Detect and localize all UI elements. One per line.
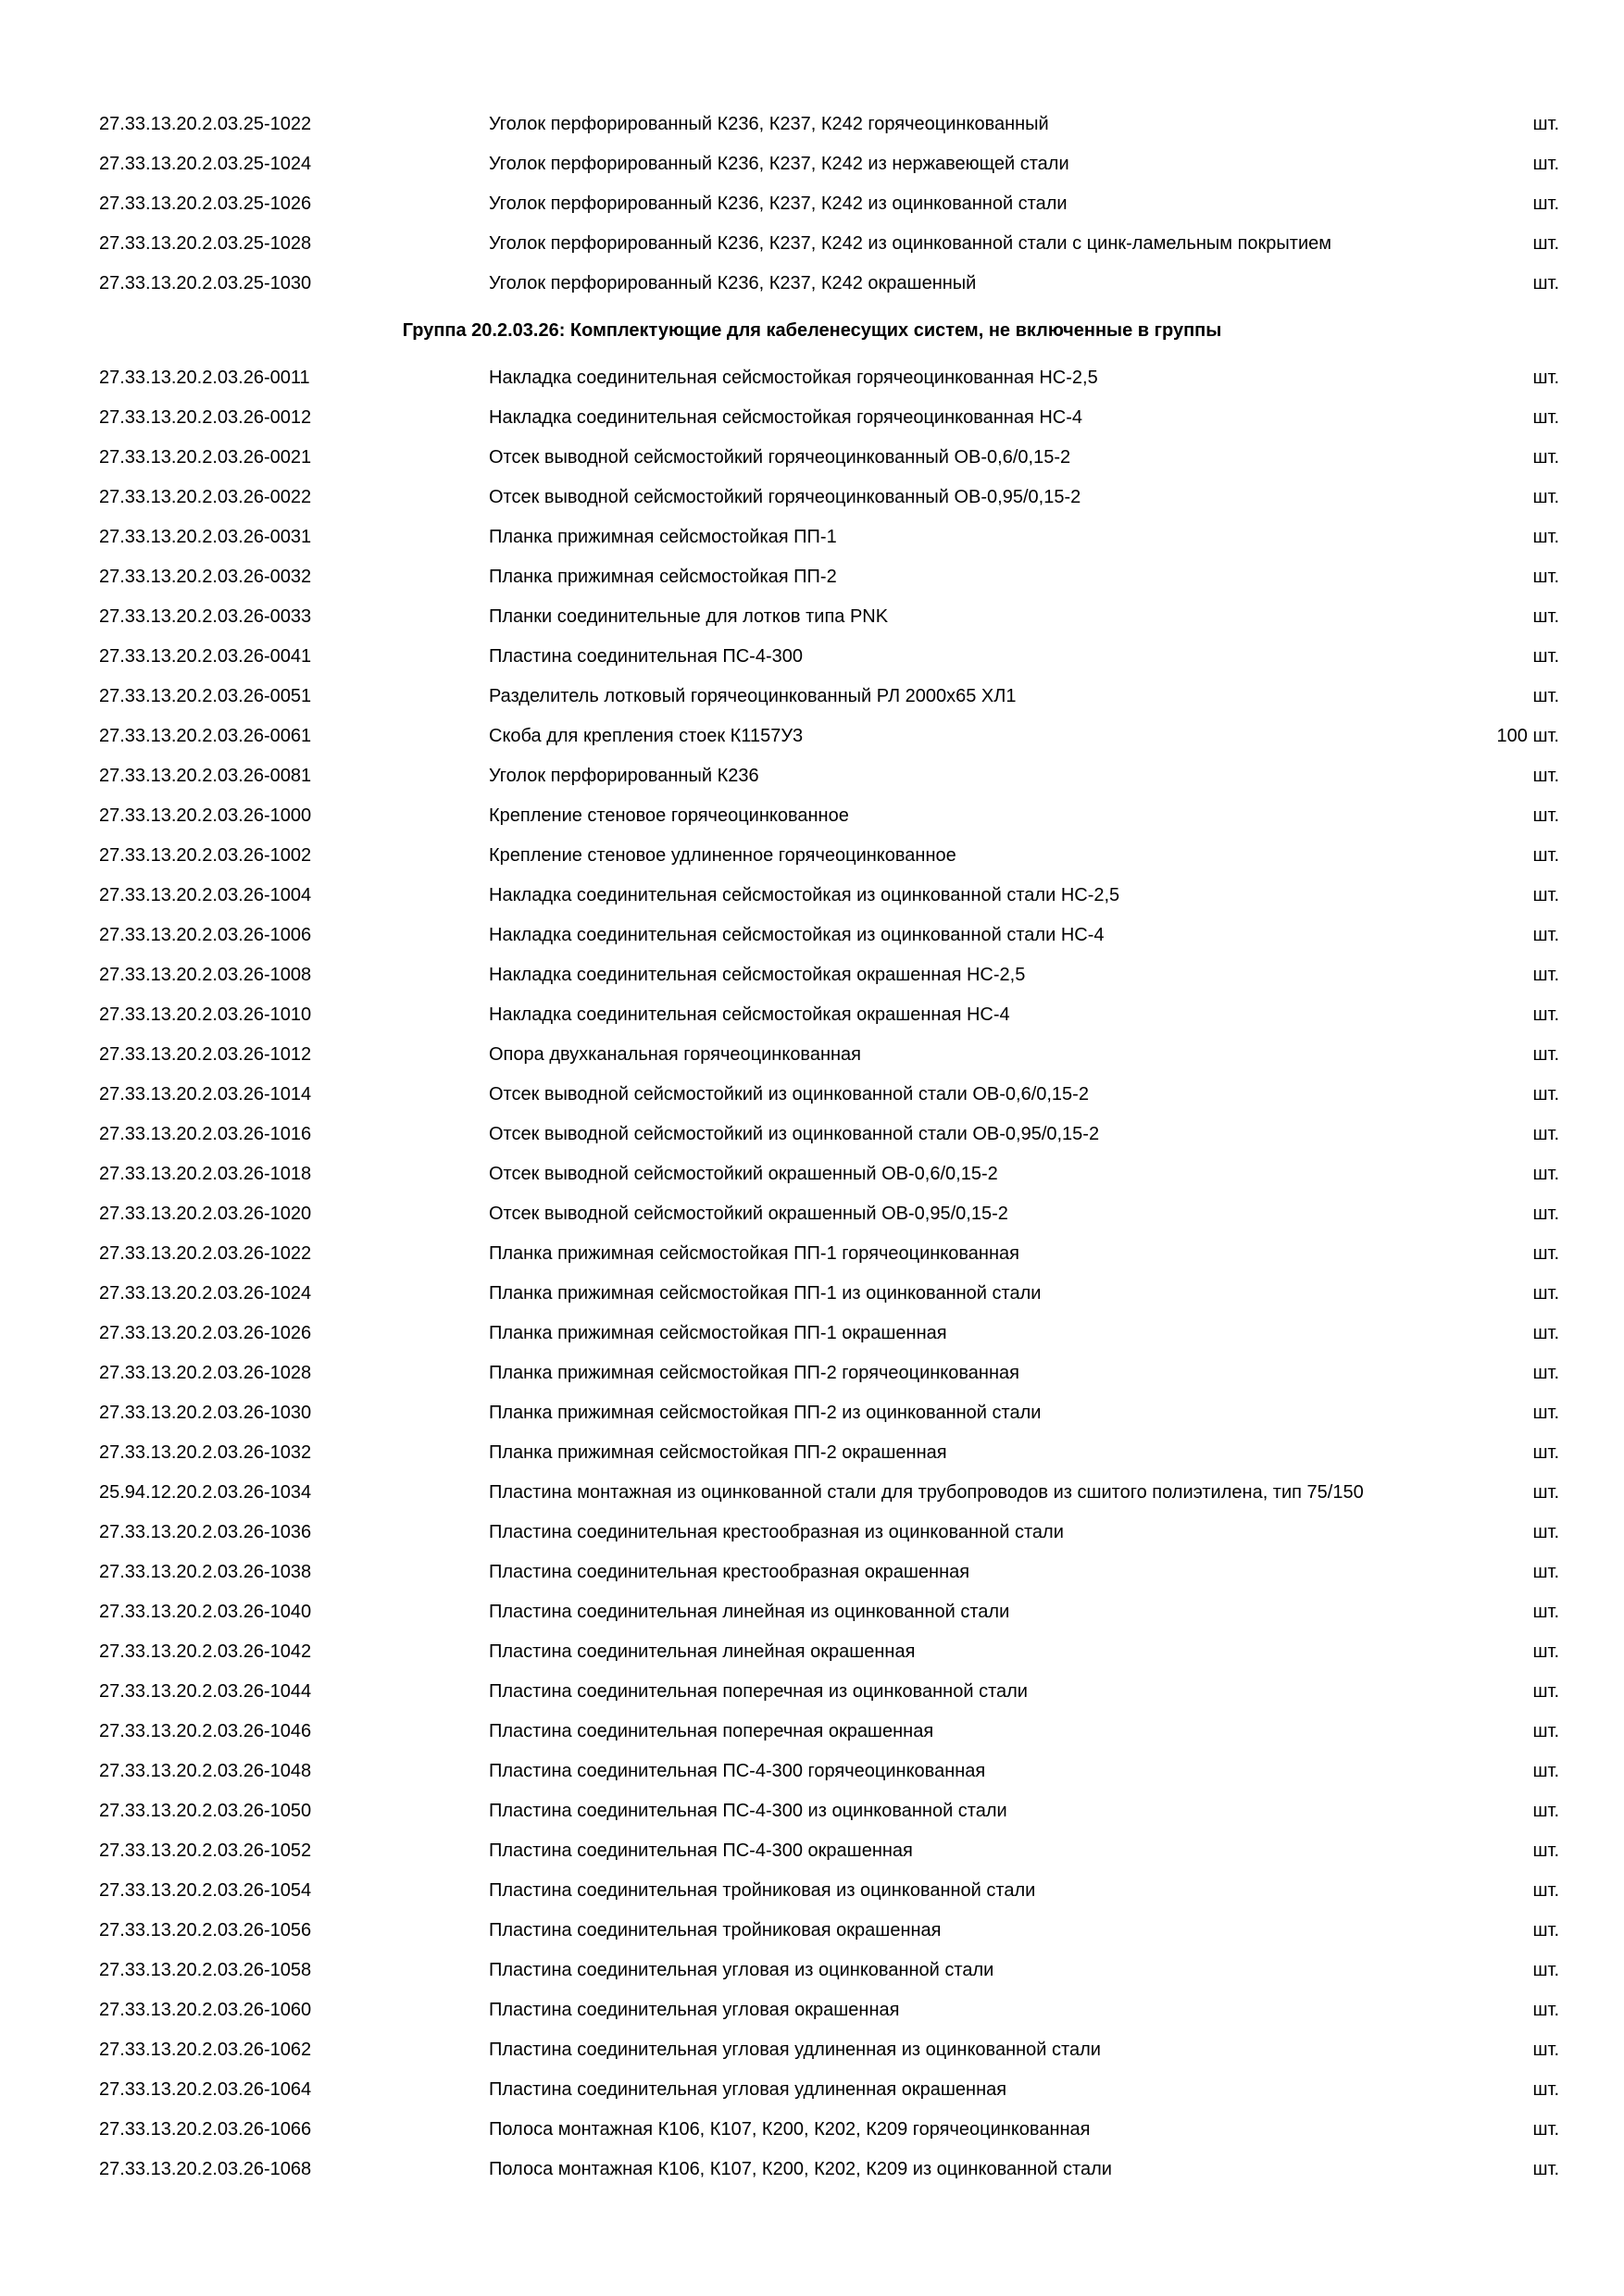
item-unit: шт. — [1532, 447, 1559, 468]
item-unit: шт. — [1532, 1960, 1559, 1980]
table-row — [0, 1831, 1624, 1871]
item-code: 27.33.13.20.2.03.26-0011 — [99, 368, 310, 388]
table-row — [0, 597, 1624, 637]
item-code: 27.33.13.20.2.03.26-1042 — [99, 1641, 312, 1662]
item-unit: шт. — [1532, 686, 1559, 706]
item-code: 27.33.13.20.2.03.26-0021 — [99, 447, 312, 468]
item-name: Пластина соединительная угловая удлиненная из оцинкованной стали — [489, 2040, 1101, 2060]
item-unit: шт. — [1532, 1841, 1559, 1861]
item-name: Крепление стеновое горячеоцинкованное — [489, 805, 849, 826]
item-unit: 100 шт. — [1496, 726, 1559, 746]
item-code: 27.33.13.20.2.03.26-1002 — [99, 845, 312, 866]
item-unit: шт. — [1532, 1204, 1559, 1224]
table-row — [0, 1354, 1624, 1393]
item-name: Отсек выводной сейсмостойкий окрашенный ОВ-0,6/0,15-2 — [489, 1164, 998, 1184]
item-name: Накладка соединительная сейсмостойкая горячеоцинкованная НС-4 — [489, 407, 1083, 428]
item-code: 27.33.13.20.2.03.26-1004 — [99, 885, 312, 905]
item-unit: шт. — [1532, 273, 1559, 293]
item-name: Пластина соединительная угловая удлиненная окрашенная — [489, 2079, 1007, 2100]
item-code: 27.33.13.20.2.03.25-1028 — [99, 233, 312, 254]
table-row — [0, 677, 1624, 717]
table-row — [0, 1513, 1624, 1553]
table-row — [0, 1194, 1624, 1234]
item-code: 27.33.13.20.2.03.26-0033 — [99, 606, 312, 627]
item-name: Отсек выводной сейсмостойкий горячеоцинкованный ОВ-0,6/0,15-2 — [489, 447, 1071, 468]
item-name: Полоса монтажная К106, К107, К200, К202, К209 горячеоцинкованная — [489, 2119, 1091, 2140]
item-code: 27.33.13.20.2.03.26-1066 — [99, 2119, 312, 2140]
item-unit: шт. — [1532, 1403, 1559, 1423]
item-code: 27.33.13.20.2.03.26-1048 — [99, 1761, 312, 1781]
item-unit: шт. — [1532, 1761, 1559, 1781]
item-code: 25.94.12.20.2.03.26-1034 — [99, 1482, 312, 1503]
item-unit: шт. — [1532, 527, 1559, 547]
item-name: Пластина соединительная линейная окрашенная — [489, 1641, 916, 1662]
item-code: 27.33.13.20.2.03.26-0032 — [99, 567, 312, 587]
item-name: Планка прижимная сейсмостойкая ПП-2 окрашенная — [489, 1442, 947, 1463]
item-unit: шт. — [1532, 1442, 1559, 1463]
item-unit: шт. — [1532, 885, 1559, 905]
item-code: 27.33.13.20.2.03.26-1062 — [99, 2040, 312, 2060]
item-unit: шт. — [1532, 1681, 1559, 1702]
table-row — [0, 1115, 1624, 1154]
item-unit: шт. — [1532, 766, 1559, 786]
group-header — [0, 304, 1624, 358]
item-name: Пластина соединительная тройниковая из оцинкованной стали — [489, 1880, 1036, 1901]
item-unit: шт. — [1532, 487, 1559, 507]
item-name: Планка прижимная сейсмостойкая ПП-1 из оцинкованной стали — [489, 1283, 1042, 1304]
item-unit: шт. — [1532, 646, 1559, 667]
table-row — [0, 1990, 1624, 2030]
table-row — [0, 836, 1624, 876]
item-unit: шт. — [1532, 1920, 1559, 1940]
item-code: 27.33.13.20.2.03.26-1006 — [99, 925, 312, 945]
item-code: 27.33.13.20.2.03.26-1036 — [99, 1522, 312, 1542]
item-name: Отсек выводной сейсмостойкий горячеоцинкованный ОВ-0,95/0,15-2 — [489, 487, 1081, 507]
item-unit: шт. — [1532, 1562, 1559, 1582]
item-code: 27.33.13.20.2.03.26-1046 — [99, 1721, 312, 1741]
item-code: 27.33.13.20.2.03.26-1014 — [99, 1084, 312, 1104]
table-row — [0, 1951, 1624, 1990]
item-name: Уголок перфорированный К236, К237, К242 из оцинкованной стали с цинк-ламельным покрытием — [489, 233, 1331, 254]
item-unit: шт. — [1532, 1164, 1559, 1184]
table-row — [0, 995, 1624, 1035]
table-row — [0, 1075, 1624, 1115]
item-name: Пластина соединительная поперечная из оцинкованной стали — [489, 1681, 1028, 1702]
table-row — [0, 2110, 1624, 2150]
item-code: 27.33.13.20.2.03.25-1024 — [99, 154, 312, 174]
item-unit: шт. — [1532, 193, 1559, 214]
item-code: 27.33.13.20.2.03.26-1050 — [99, 1801, 312, 1821]
item-name: Пластина соединительная крестообразная из оцинкованной стали — [489, 1522, 1064, 1542]
item-code: 27.33.13.20.2.03.26-0081 — [99, 766, 312, 786]
item-name: Пластина соединительная крестообразная окрашенная — [489, 1562, 970, 1582]
item-name: Накладка соединительная сейсмостойкая горячеоцинкованная НС-2,5 — [489, 368, 1098, 388]
price-list-sheet — [0, 105, 1624, 2190]
item-unit: шт. — [1532, 154, 1559, 174]
item-code: 27.33.13.20.2.03.26-1058 — [99, 1960, 312, 1980]
item-code: 27.33.13.20.2.03.26-1012 — [99, 1044, 312, 1065]
item-unit: шт. — [1532, 1482, 1559, 1503]
table-row — [0, 105, 1624, 144]
item-code: 27.33.13.20.2.03.26-1068 — [99, 2159, 312, 2179]
item-name: Накладка соединительная сейсмостойкая из оцинкованной стали НС-2,5 — [489, 885, 1120, 905]
item-unit: шт. — [1532, 567, 1559, 587]
item-name: Накладка соединительная сейсмостойкая из оцинкованной стали НС-4 — [489, 925, 1105, 945]
item-code: 27.33.13.20.2.03.26-1008 — [99, 965, 312, 985]
item-code: 27.33.13.20.2.03.26-1028 — [99, 1363, 312, 1383]
table-row — [0, 1553, 1624, 1592]
item-unit: шт. — [1532, 2040, 1559, 2060]
item-unit: шт. — [1532, 965, 1559, 985]
item-code: 27.33.13.20.2.03.26-1030 — [99, 1403, 312, 1423]
table-row — [0, 876, 1624, 916]
item-unit: шт. — [1532, 368, 1559, 388]
table-row — [0, 2070, 1624, 2110]
table-row — [0, 1752, 1624, 1791]
item-code: 27.33.13.20.2.03.25-1026 — [99, 193, 312, 214]
table-row — [0, 2150, 1624, 2190]
item-code: 27.33.13.20.2.03.26-1040 — [99, 1602, 312, 1622]
item-code: 27.33.13.20.2.03.25-1030 — [99, 273, 312, 293]
item-code: 27.33.13.20.2.03.26-1044 — [99, 1681, 312, 1702]
group-header-text: Группа 20.2.03.26: Комплектующие для кабеленесущих систем, не включенные в группы — [402, 320, 1222, 341]
table-row — [0, 1712, 1624, 1752]
table-row — [0, 2030, 1624, 2070]
table-row — [0, 144, 1624, 184]
item-code: 27.33.13.20.2.03.26-1038 — [99, 1562, 312, 1582]
item-code: 27.33.13.20.2.03.26-1052 — [99, 1841, 312, 1861]
item-unit: шт. — [1532, 1641, 1559, 1662]
item-code: 27.33.13.20.2.03.26-0061 — [99, 726, 312, 746]
item-code: 27.33.13.20.2.03.26-1054 — [99, 1880, 312, 1901]
item-unit: шт. — [1532, 407, 1559, 428]
item-unit: шт. — [1532, 1323, 1559, 1343]
item-name: Накладка соединительная сейсмостойкая окрашенная НС-2,5 — [489, 965, 1026, 985]
item-code: 27.33.13.20.2.03.26-0022 — [99, 487, 312, 507]
item-unit: шт. — [1532, 114, 1559, 134]
item-code: 27.33.13.20.2.03.26-1056 — [99, 1920, 312, 1940]
item-code: 27.33.13.20.2.03.26-0031 — [99, 527, 312, 547]
item-unit: шт. — [1532, 1363, 1559, 1383]
table-row — [0, 1274, 1624, 1314]
item-unit: шт. — [1532, 1084, 1559, 1104]
item-code: 27.33.13.20.2.03.26-1016 — [99, 1124, 312, 1144]
table-row — [0, 1911, 1624, 1951]
item-unit: шт. — [1532, 2119, 1559, 2140]
table-row — [0, 1672, 1624, 1712]
table-row — [0, 955, 1624, 995]
item-name: Пластина соединительная ПС-4-300 из оцинкованной стали — [489, 1801, 1007, 1821]
item-code: 27.33.13.20.2.03.26-1000 — [99, 805, 312, 826]
item-code: 27.33.13.20.2.03.26-1064 — [99, 2079, 312, 2100]
table-row — [0, 916, 1624, 955]
item-unit: шт. — [1532, 1044, 1559, 1065]
table-row — [0, 1314, 1624, 1354]
item-name: Пластина соединительная ПС-4-300 горячеоцинкованная — [489, 1761, 986, 1781]
table-row — [0, 1393, 1624, 1433]
table-row — [0, 184, 1624, 224]
item-code: 27.33.13.20.2.03.26-1020 — [99, 1204, 312, 1224]
item-name: Полоса монтажная К106, К107, К200, К202, К209 из оцинкованной стали — [489, 2159, 1112, 2179]
table-row — [0, 756, 1624, 796]
item-unit: шт. — [1532, 2000, 1559, 2020]
table-row — [0, 438, 1624, 478]
item-name: Отсек выводной сейсмостойкий окрашенный ОВ-0,95/0,15-2 — [489, 1204, 1008, 1224]
table-row — [0, 717, 1624, 756]
item-name: Пластина монтажная из оцинкованной стали для трубопроводов из сшитого полиэтилена, тип 75/150 — [489, 1482, 1364, 1503]
item-name: Уголок перфорированный К236, К237, К242 из оцинкованной стали — [489, 193, 1068, 214]
item-code: 27.33.13.20.2.03.26-1022 — [99, 1243, 312, 1264]
item-name: Пластина соединительная линейная из оцинкованной стали — [489, 1602, 1010, 1622]
table-row — [0, 478, 1624, 518]
rows-before-group — [0, 105, 1624, 304]
table-row — [0, 358, 1624, 398]
item-unit: шт. — [1532, 1283, 1559, 1304]
table-row — [0, 1632, 1624, 1672]
item-code: 27.33.13.20.2.03.25-1022 — [99, 114, 312, 134]
item-name: Пластина соединительная ПС-4-300 — [489, 646, 803, 667]
item-code: 27.33.13.20.2.03.26-1024 — [99, 1283, 312, 1304]
item-name: Уголок перфорированный К236, К237, К242 горячеоцинкованный — [489, 114, 1049, 134]
item-unit: шт. — [1532, 2159, 1559, 2179]
item-unit: шт. — [1532, 925, 1559, 945]
item-name: Планка прижимная сейсмостойкая ПП-1 — [489, 527, 837, 547]
item-name: Скоба для крепления стоек К1157У3 — [489, 726, 804, 746]
table-row — [0, 1154, 1624, 1194]
item-name: Уголок перфорированный К236 — [489, 766, 759, 786]
item-name: Планка прижимная сейсмостойкая ПП-2 горячеоцинкованная — [489, 1363, 1019, 1383]
item-name: Крепление стеновое удлиненное горячеоцинкованное — [489, 845, 956, 866]
item-code: 27.33.13.20.2.03.26-1060 — [99, 2000, 312, 2020]
item-unit: шт. — [1532, 2079, 1559, 2100]
item-code: 27.33.13.20.2.03.26-0041 — [99, 646, 312, 667]
item-unit: шт. — [1532, 606, 1559, 627]
item-unit: шт. — [1532, 1243, 1559, 1264]
item-name: Пластина соединительная ПС-4-300 окрашенная — [489, 1841, 913, 1861]
table-row — [0, 518, 1624, 557]
item-name: Накладка соединительная сейсмостойкая окрашенная НС-4 — [489, 1004, 1010, 1025]
table-row — [0, 1473, 1624, 1513]
table-row — [0, 1433, 1624, 1473]
table-row — [0, 637, 1624, 677]
item-code: 27.33.13.20.2.03.26-1032 — [99, 1442, 312, 1463]
item-unit: шт. — [1532, 1721, 1559, 1741]
item-unit: шт. — [1532, 233, 1559, 254]
item-name: Уголок перфорированный К236, К237, К242 из нержавеющей стали — [489, 154, 1069, 174]
table-row — [0, 557, 1624, 597]
item-unit: шт. — [1532, 805, 1559, 826]
item-name: Пластина соединительная угловая из оцинкованной стали — [489, 1960, 994, 1980]
item-name: Отсек выводной сейсмостойкий из оцинкованной стали ОВ-0,6/0,15-2 — [489, 1084, 1089, 1104]
table-row — [0, 1871, 1624, 1911]
table-row — [0, 1791, 1624, 1831]
table-row — [0, 264, 1624, 304]
item-unit: шт. — [1532, 1602, 1559, 1622]
table-row — [0, 1035, 1624, 1075]
item-name: Пластина соединительная угловая окрашенная — [489, 2000, 900, 2020]
item-unit: шт. — [1532, 845, 1559, 866]
table-row — [0, 224, 1624, 264]
item-name: Планка прижимная сейсмостойкая ПП-2 из оцинкованной стали — [489, 1403, 1042, 1423]
table-row — [0, 398, 1624, 438]
item-name: Уголок перфорированный К236, К237, К242 окрашенный — [489, 273, 977, 293]
item-name: Планка прижимная сейсмостойкая ПП-2 — [489, 567, 837, 587]
item-unit: шт. — [1532, 1801, 1559, 1821]
item-name: Разделитель лотковый горячеоцинкованный РЛ 2000х65 ХЛ1 — [489, 686, 1017, 706]
item-name: Планки соединительные для лотков типа PNK — [489, 606, 889, 627]
item-name: Пластина соединительная тройниковая окрашенная — [489, 1920, 942, 1940]
item-name: Опора двухканальная горячеоцинкованная — [489, 1044, 862, 1065]
item-code: 27.33.13.20.2.03.26-1026 — [99, 1323, 312, 1343]
rows-after-group — [0, 358, 1624, 2190]
item-unit: шт. — [1532, 1004, 1559, 1025]
table-row — [0, 796, 1624, 836]
item-name: Планка прижимная сейсмостойкая ПП-1 окрашенная — [489, 1323, 947, 1343]
item-unit: шт. — [1532, 1124, 1559, 1144]
item-code: 27.33.13.20.2.03.26-0051 — [99, 686, 312, 706]
item-unit: шт. — [1532, 1880, 1559, 1901]
item-code: 27.33.13.20.2.03.26-1010 — [99, 1004, 312, 1025]
item-name: Отсек выводной сейсмостойкий из оцинкованной стали ОВ-0,95/0,15-2 — [489, 1124, 1100, 1144]
item-code: 27.33.13.20.2.03.26-1018 — [99, 1164, 312, 1184]
table-row — [0, 1234, 1624, 1274]
item-code: 27.33.13.20.2.03.26-0012 — [99, 407, 312, 428]
item-name: Планка прижимная сейсмостойкая ПП-1 горячеоцинкованная — [489, 1243, 1019, 1264]
item-name: Пластина соединительная поперечная окрашенная — [489, 1721, 934, 1741]
item-unit: шт. — [1532, 1522, 1559, 1542]
table-row — [0, 1592, 1624, 1632]
